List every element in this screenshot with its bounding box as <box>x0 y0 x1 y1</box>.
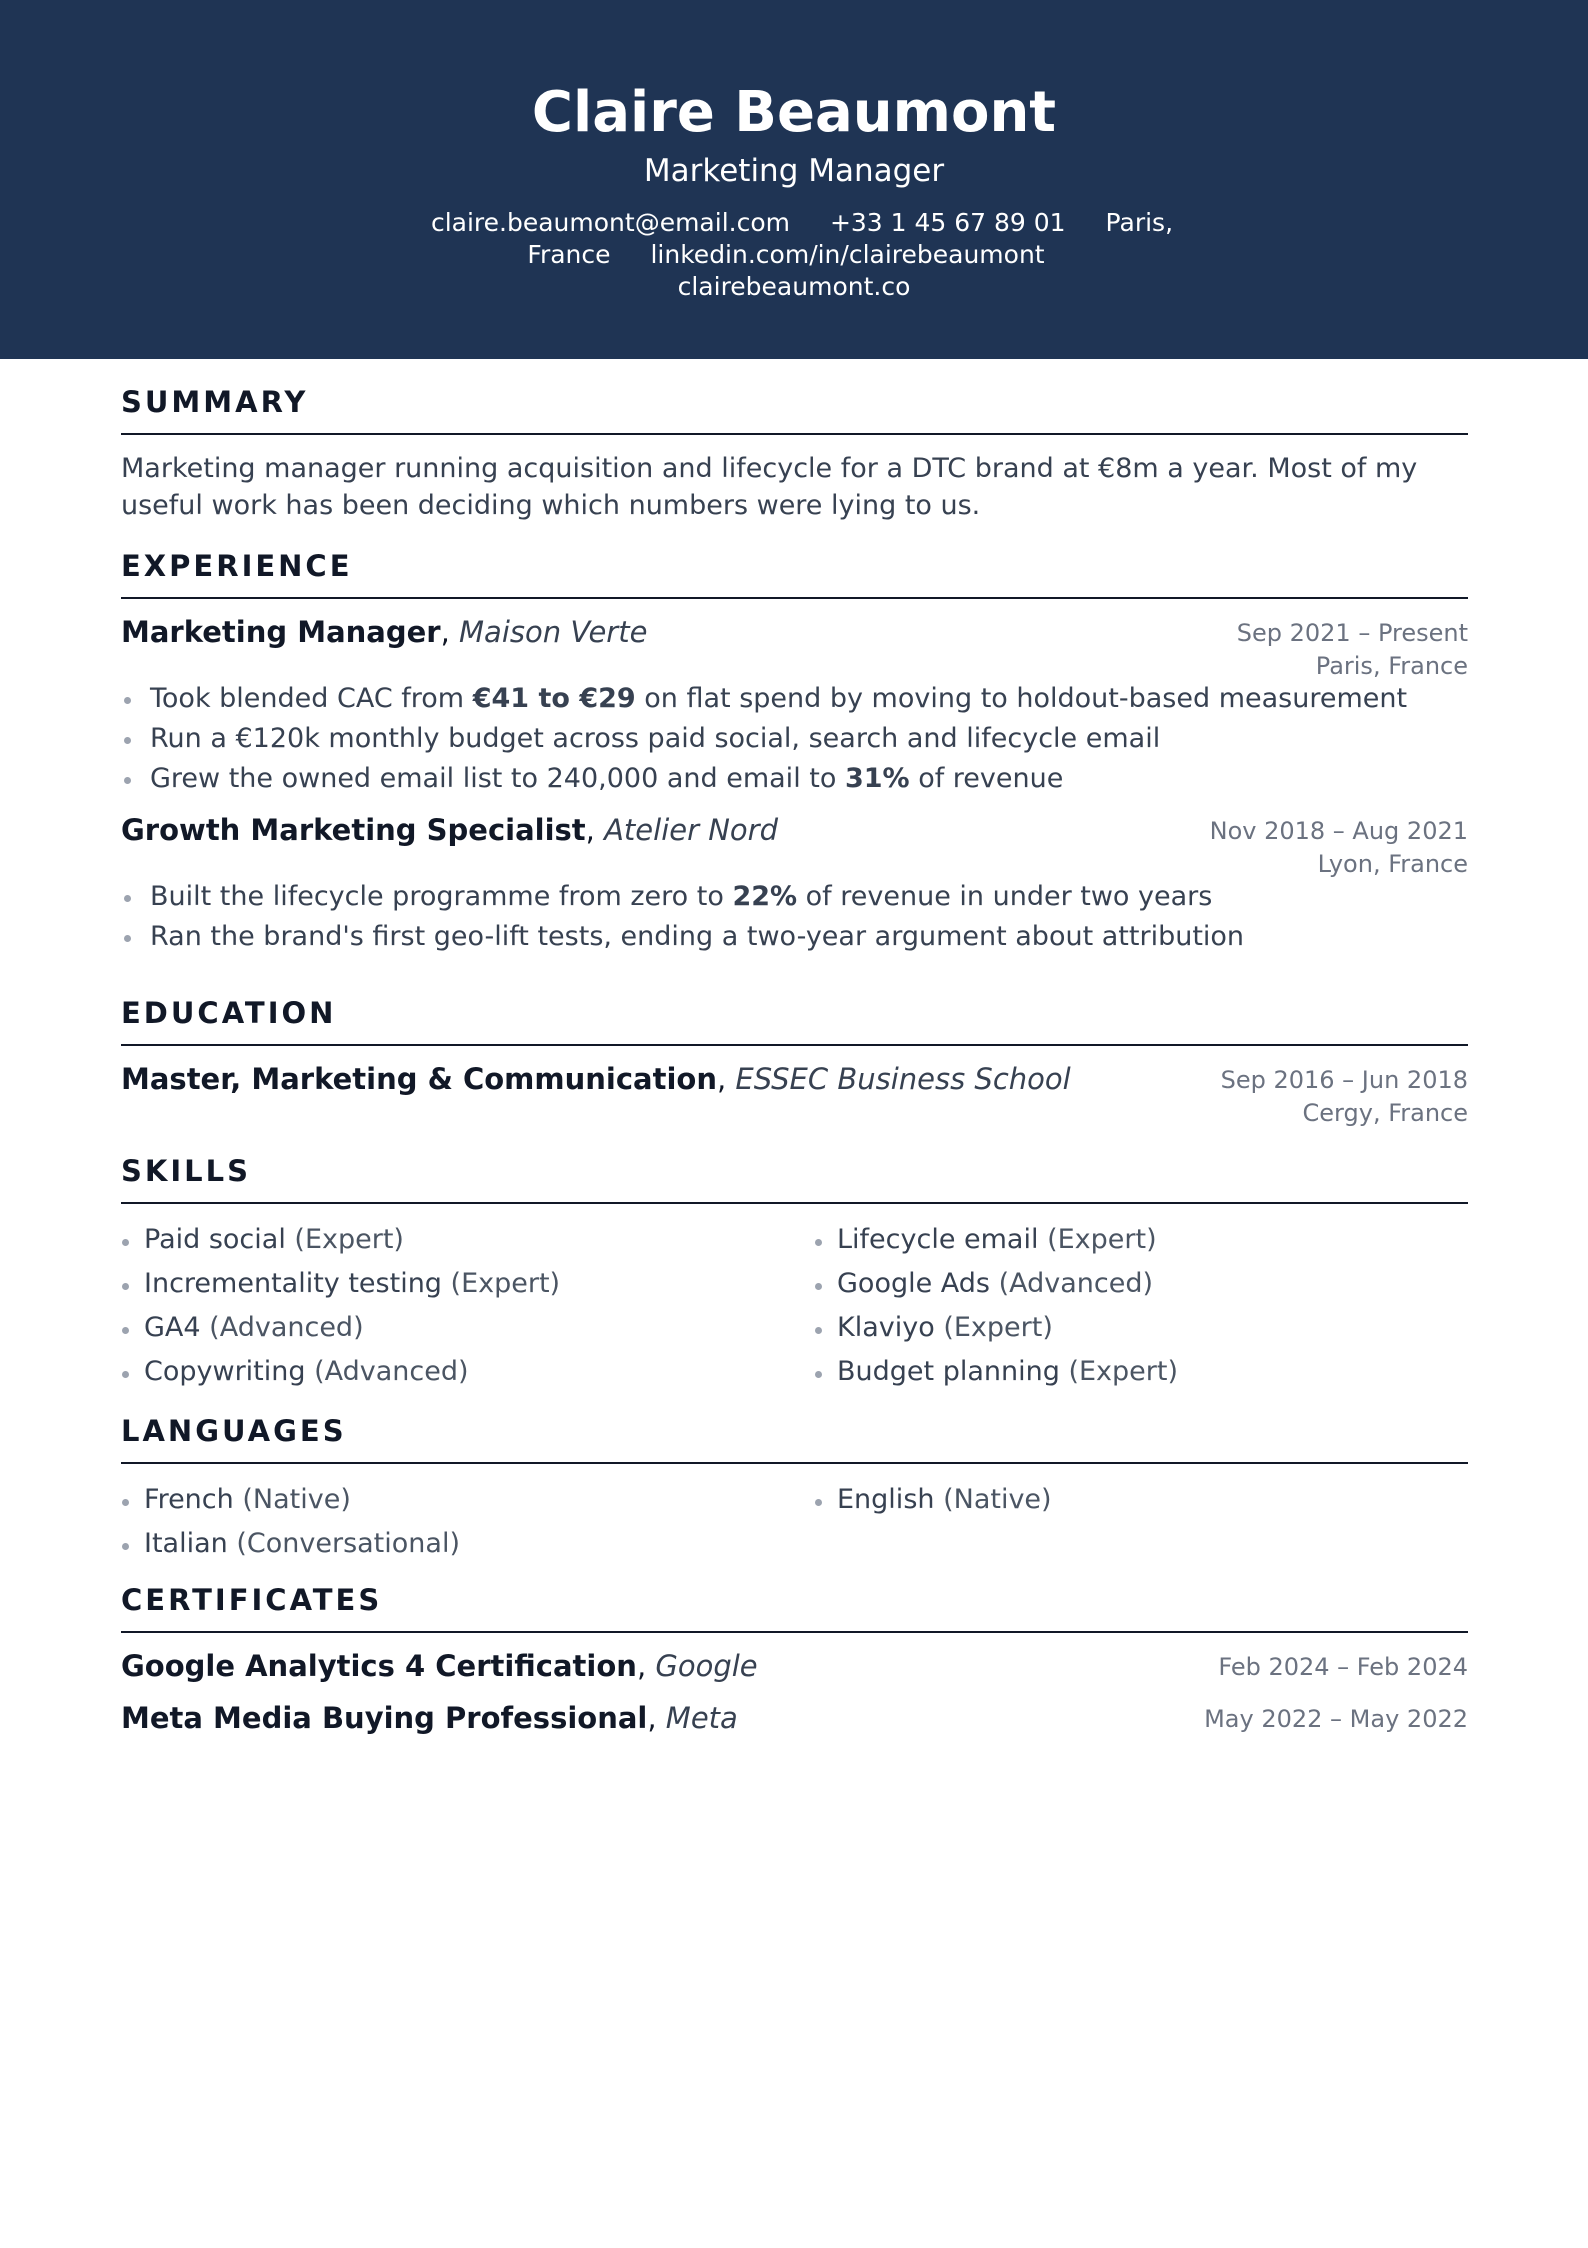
experience-entry <box>121 811 1468 957</box>
school: ESSEC Business School <box>735 1062 1071 1096</box>
languages-section <box>121 1412 1468 1566</box>
entry-heading: Marketing Manager, Maison Verte <box>121 615 648 649</box>
skills-list <box>121 1218 1468 1394</box>
contact-phone[interactable]: +33 1 45 67 89 01 <box>829 208 1066 237</box>
certificate-name: Google Analytics 4 Certification <box>121 1649 637 1683</box>
degree: Master, Marketing & Communication <box>121 1062 717 1096</box>
contact-website[interactable]: clairebeaumont.co <box>677 272 911 301</box>
section-heading-summary: SUMMARY <box>121 383 1468 435</box>
candidate-title: Marketing Manager <box>643 153 945 189</box>
entry-meta <box>1218 1651 1468 1684</box>
list-item: Built the lifecycle programme from zero to 22% of revenue in under two years <box>121 877 1468 917</box>
summary-text: Marketing manager running acquisition and lifecycle for a DTC brand at €8m a year. Most of my useful work has been deciding which numbers were lying to us. <box>121 453 1418 521</box>
contact-location: Paris, France <box>527 208 1174 269</box>
job-role: Growth Marketing Specialist <box>121 813 586 847</box>
job-bullets <box>121 877 1468 957</box>
entry-heading: Meta Media Buying Professional, Meta <box>121 1701 738 1735</box>
contact-email[interactable]: claire.beaumont@email.com <box>430 208 790 237</box>
job-bullets <box>121 679 1468 799</box>
job-company: Maison Verte <box>459 615 648 649</box>
list-item: Klaviyo (Expert) <box>814 1306 1468 1350</box>
section-heading-languages: LANGUAGES <box>121 1412 1468 1464</box>
list-item: GA4 (Advanced) <box>121 1306 814 1350</box>
list-item: Italian (Conversational) <box>121 1522 814 1566</box>
list-item: Paid social (Expert) <box>121 1218 814 1262</box>
entry-meta <box>1204 1703 1468 1736</box>
entry-meta <box>1210 815 1468 881</box>
job-location: Lyon, France <box>1317 850 1468 878</box>
experience-entry <box>121 613 1468 799</box>
entry-heading: Growth Marketing Specialist, Atelier Nord <box>121 813 779 847</box>
resume-header <box>0 0 1588 359</box>
certificate-issuer: Meta <box>665 1701 738 1735</box>
list-item: Took blended CAC from €41 to €29 on flat spend by moving to holdout-based measurement <box>121 679 1468 719</box>
summary-section <box>121 383 1468 524</box>
candidate-name: Claire Beaumont <box>531 80 1057 145</box>
entry-heading: Master, Marketing & Communication, ESSEC Business School <box>121 1062 1071 1096</box>
job-dates: Sep 2021 – Present <box>1236 619 1468 647</box>
education-dates: Sep 2016 – Jun 2018 <box>1220 1066 1468 1094</box>
list-item: Budget planning (Expert) <box>814 1350 1468 1394</box>
section-heading-skills: SKILLS <box>121 1152 1468 1204</box>
education-entry <box>121 1060 1468 1127</box>
list-item: English (Native) <box>814 1478 1468 1522</box>
education-section <box>121 994 1468 1127</box>
list-item: Google Ads (Advanced) <box>814 1262 1468 1306</box>
contact-linkedin[interactable]: linkedin.com/in/clairebeaumont <box>650 240 1045 269</box>
certificate-dates: Feb 2024 – Feb 2024 <box>1218 1653 1468 1681</box>
list-item: Copywriting (Advanced) <box>121 1350 814 1394</box>
job-role: Marketing Manager <box>121 615 441 649</box>
certificate-dates: May 2022 – May 2022 <box>1204 1705 1468 1733</box>
entry-meta <box>1237 617 1468 683</box>
certificates-section <box>121 1581 1468 1737</box>
entry-meta <box>1221 1064 1468 1130</box>
list-item: Grew the owned email list to 240,000 and email to 31% of revenue <box>121 759 1468 799</box>
list-item: Ran the brand's first geo-lift tests, ending a two-year argument about attribution <box>121 917 1468 957</box>
certificate-entry <box>121 1647 1468 1685</box>
list-item: French (Native) <box>121 1478 814 1522</box>
certificate-issuer: Google <box>655 1649 758 1683</box>
certificate-name: Meta Media Buying Professional <box>121 1701 648 1735</box>
experience-section <box>121 547 1468 957</box>
list-item: Incrementality testing (Expert) <box>121 1262 814 1306</box>
contact-line <box>414 207 1174 303</box>
section-heading-experience: EXPERIENCE <box>121 547 1468 599</box>
certificate-entry <box>121 1699 1468 1737</box>
list-item: Lifecycle email (Expert) <box>814 1218 1468 1262</box>
job-location: Paris, France <box>1315 652 1468 680</box>
entry-heading: Google Analytics 4 Certification, Google <box>121 1649 758 1683</box>
job-dates: Nov 2018 – Aug 2021 <box>1209 817 1468 845</box>
education-location: Cergy, France <box>1302 1099 1468 1127</box>
job-company: Atelier Nord <box>604 813 779 847</box>
section-heading-certificates: CERTIFICATES <box>121 1581 1468 1633</box>
section-heading-education: EDUCATION <box>121 994 1468 1046</box>
list-item: Run a €120k monthly budget across paid social, search and lifecycle email <box>121 719 1468 759</box>
languages-list <box>121 1478 1468 1566</box>
skills-section <box>121 1152 1468 1394</box>
